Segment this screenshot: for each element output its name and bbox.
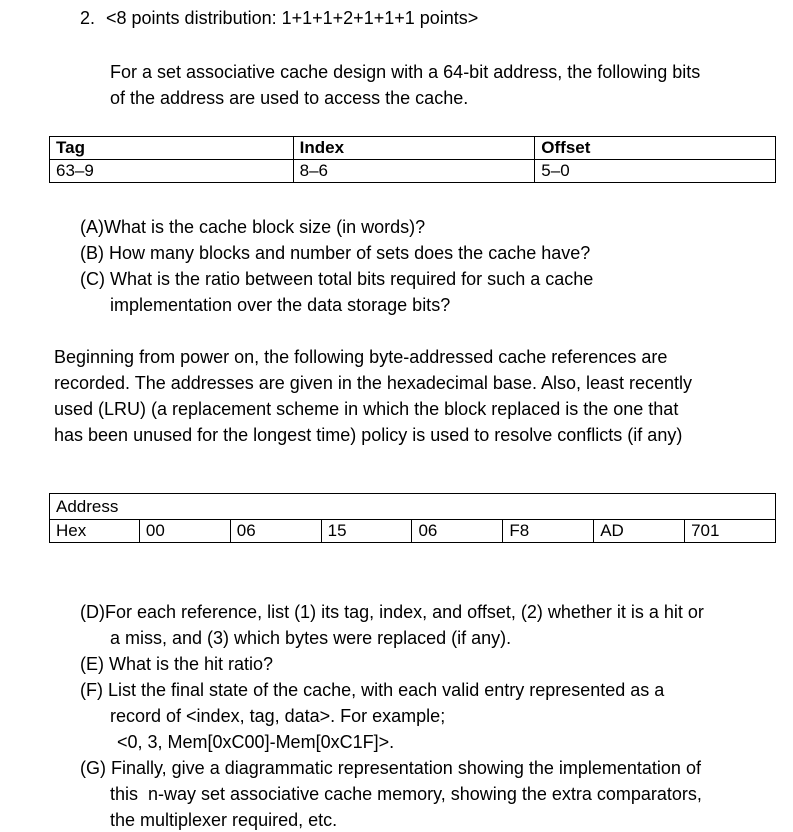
part-d-continued: a miss, and (3) which bytes were replaced (if any). [110, 628, 512, 648]
part-a: (A)What is the cache block size (in words)? [80, 217, 426, 237]
paragraph-line-4: has been unused for the longest time) policy is used to resolve conflicts (if any) [54, 425, 683, 445]
offset-header: Offset [535, 137, 776, 160]
address-cell: 00 [139, 520, 230, 543]
table-row [50, 520, 776, 543]
tag-bits: 63–9 [50, 160, 294, 183]
part-g-continued-1: this n-way set associative cache memory, showing the extra comparators, [110, 784, 702, 804]
tag-header: Tag [50, 137, 294, 160]
part-g: (G) Finally, give a diagrammatic representation showing the implementation of [80, 758, 701, 778]
part-e: (E) What is the hit ratio? [80, 654, 274, 674]
table-row [50, 160, 776, 183]
address-cell: 701 [685, 520, 776, 543]
address-cell: 15 [321, 520, 412, 543]
part-c: (C) What is the ratio between total bits required for such a cache [80, 269, 594, 289]
address-cell: AD [594, 520, 685, 543]
points-distribution: <8 points distribution: 1+1+1+2+1+1+1 points> [106, 8, 479, 28]
address-cell: 06 [230, 520, 321, 543]
address-references-table [49, 493, 776, 543]
hex-label: Hex [50, 520, 140, 543]
part-f-example: <0, 3, Mem[0xC00]-Mem[0xC1F]>. [117, 732, 395, 752]
index-header: Index [293, 137, 535, 160]
address-header: Address [50, 494, 776, 520]
paragraph-line-2: recorded. The addresses are given in the hexadecimal base. Also, least recently [54, 373, 693, 393]
address-cell: 06 [412, 520, 503, 543]
table-header-row [50, 137, 776, 160]
part-f-continued: record of <index, tag, data>. For example; [110, 706, 446, 726]
table-header-row [50, 494, 776, 520]
intro-line-1: For a set associative cache design with a 64-bit address, the following bits [110, 62, 701, 82]
paragraph-line-1: Beginning from power on, the following byte-addressed cache references are [54, 347, 668, 367]
part-b: (B) How many blocks and number of sets does the cache have? [80, 243, 591, 263]
part-c-continued: implementation over the data storage bits? [110, 295, 451, 315]
part-f: (F) List the final state of the cache, with each valid entry represented as a [80, 680, 665, 700]
intro-line-2: of the address are used to access the cache. [110, 88, 469, 108]
part-g-continued-2: the multiplexer required, etc. [110, 810, 338, 830]
question-number: 2. [80, 8, 96, 28]
address-fields-table [49, 136, 776, 183]
offset-bits: 5–0 [535, 160, 776, 183]
address-cell: F8 [503, 520, 594, 543]
part-d: (D)For each reference, list (1) its tag, index, and offset, (2) whether it is a hit or [80, 602, 704, 622]
index-bits: 8–6 [293, 160, 535, 183]
paragraph-line-3: used (LRU) (a replacement scheme in which the block replaced is the one that [54, 399, 679, 419]
